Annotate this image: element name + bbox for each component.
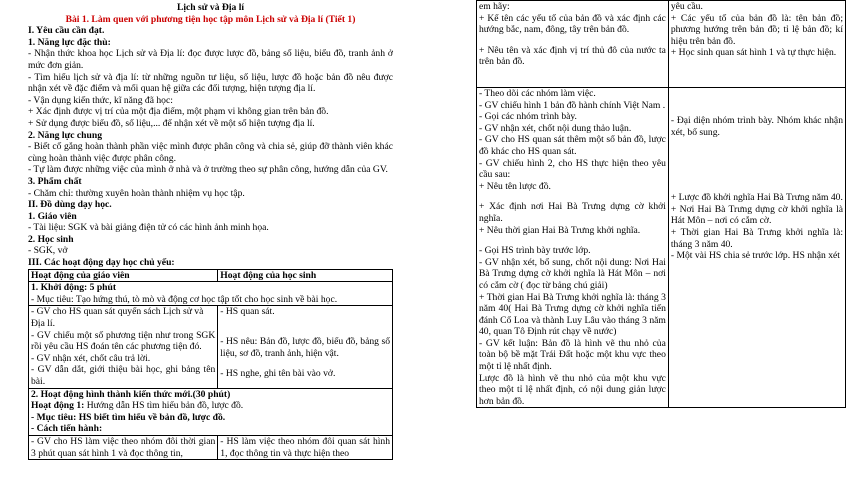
text-line: - GV cho HS quan sát quyển sách Lịch sử và Địa lí.	[31, 306, 204, 330]
text-line: + Thời gian Hai Bà Trưng khởi nghĩa là: tháng 3 năm 40( Hai Bà Trưng dựng cờ khởi nghĩa tiến đánh Cổ Loa và thành Luy Lâu vào tháng 3 năm 40, quan Tô Định rút chạy về nước)	[479, 291, 666, 338]
text-line: - Biết cố gắng hoàn thành phần việc mình được phân công và chia sẻ, giúp đỡ thành viên khác cùng hoàn thành việc được phân công.	[28, 141, 393, 164]
col-header-teacher: Hoạt động của giáo viên	[29, 269, 218, 282]
text-line: - Tìm hiểu lịch sử và địa lí: từ những nguồn tư liệu, số liệu, lược đồ hoặc bản đồ nêu được nhận xét về đặc điểm và mối quan hệ giữa các đối tượng, hiện tượng địa lí.	[28, 71, 393, 95]
formation-activity-label: Hoạt động 1:	[31, 400, 85, 412]
start-title: 1. Khởi động: 5 phút	[31, 282, 117, 294]
teacher-cell: - GV cho HS làm việc theo nhóm đôi thời gian 3 phút quan sát hình 1 và đọc thông tin,	[29, 435, 218, 459]
subsection-teacher: 1. Giáo viên	[28, 210, 77, 222]
teacher-cell	[477, 1, 669, 88]
section-requirements: I. Yêu cầu cần đạt.	[28, 25, 105, 37]
subsection-qualities: 3. Phẩm chất	[28, 175, 82, 187]
start-section-cell	[29, 282, 393, 306]
text-line: - GV chiếu hình 2, cho HS thực hiện theo yêu cầu sau:	[479, 157, 666, 181]
student-cell	[668, 88, 845, 408]
text-line: - Đại diện nhóm trình bày. Nhóm khác nhận xét, bổ sung.	[670, 115, 843, 138]
formation-section-cell	[29, 388, 393, 435]
text-line: + Xác định nơi Hai Bà Trưng dựng cờ khởi nghĩa.	[479, 201, 666, 224]
activity-table-continued	[476, 0, 846, 408]
text-line: - GV nhận xét, bổ sung, chốt nội dung: Nơi Hai Bà Trưng dựng cờ khởi nghĩa là Hát Môn – nơi có cắm cờ ( đọc từ bảng chú giải)	[479, 256, 666, 291]
text-line: - Gọi các nhóm trình bày.	[479, 111, 577, 123]
formation-activity	[31, 400, 390, 412]
student-cell: - HS làm việc theo nhóm đôi quan sát hình 1, đọc thông tin và thực hiện theo	[218, 435, 393, 459]
text-line: - GV chiếu hình 1 bản đồ hành chính Việt Nam .	[479, 99, 666, 111]
subsection-student: 2. Học sinh	[28, 233, 74, 245]
text-line: - SGK, vở	[28, 245, 68, 257]
text-line: + Nêu tên lược đồ.	[479, 180, 551, 192]
text-line: + Nơi Hai Bà Trưng dựng cờ khởi nghĩa là Hát Môn – nơi có cắm cờ.	[670, 203, 843, 227]
text-line: - GV kết luận: Bản đồ là hình vẽ thu nhỏ của toàn bộ bề mặt Trái Đất hoặc một khu vực theo một tỉ lệ nhất định.	[479, 337, 666, 373]
subsection-general-competence: 2. Năng lực chung	[28, 129, 102, 141]
text-line: + Các yếu tố của bản đồ là: tên bản đồ; phương hướng trên bản đồ; tỉ lệ bản đồ; kí hiệu trên bản đồ.	[670, 12, 843, 47]
start-goal: - Mục tiêu: Tạo hứng thú, tò mò và động cơ học tập tốt cho học sinh về bài học.	[31, 293, 338, 305]
student-cell	[218, 306, 393, 388]
text-line: + Kể tên các yếu tố của bản đồ và xác định các hướng bắc, nam, đông, tây trên bản đồ.	[479, 12, 666, 36]
text-line: + Học sinh quan sát hình 1 và tự thực hiện.	[670, 47, 837, 59]
text-line: + Thời gian Hai Bà Trưng khởi nghĩa là: tháng 3 năm 40.	[670, 226, 843, 250]
formation-method: - Cách tiến hành:	[31, 423, 103, 435]
text-line: + Lược đồ khởi nghĩa Hai Bà Trưng năm 40.	[670, 192, 843, 204]
subsection-specific-competence: 1. Năng lực đặc thù:	[28, 36, 111, 48]
text-line: - Vận dụng kiến thức, kĩ năng đã học:	[28, 94, 173, 106]
text-line: + Xác định được vị trí của một địa điểm, một phạm vi không gian trên bản đồ.	[28, 106, 329, 118]
text-line: - Gọi HS trình bày trước lớp.	[479, 245, 591, 257]
col-header-student: Hoạt động của học sinh	[218, 269, 393, 282]
text-line: + Nêu tên và xác định vị trí thủ đô của nước ta trên bản đồ.	[479, 44, 666, 68]
text-line: - HS nêu: Bản đồ, lược đồ, biểu đồ, bảng số liệu, sơ đồ, tranh ảnh, hiện vật.	[220, 336, 390, 359]
text-line: - GV cho HS quan sát thêm một số bản đồ, lược đồ khác cho HS quan sát.	[479, 134, 666, 157]
text-line: - Tài liệu: SGK và bài giảng điện tử có các hình ảnh minh họa.	[28, 222, 269, 234]
text-line: - GV nhận xét, chốt câu trả lời.	[31, 352, 151, 364]
activity-table	[28, 269, 393, 461]
text-line: - HS quan sát.	[220, 306, 275, 318]
subject-header: Lịch sử và Địa lí	[176, 2, 245, 13]
teacher-cell	[477, 88, 669, 408]
text-line: + Sử dụng được biểu đồ, số liệu,... để nhận xét về một số hiện tượng địa lí.	[28, 117, 315, 129]
student-cell	[668, 1, 845, 88]
lesson-title: Bài 1. Làm quen với phương tiện học tập môn Lịch sử và Địa lí (Tiết 1)	[65, 13, 356, 25]
formation-goal: - Mục tiêu: HS biết tìm hiểu về bản đồ, lược đồ.	[31, 411, 226, 423]
section-teaching-aids: II. Đồ dùng dạy học.	[28, 199, 112, 211]
text-line: - GV dẫn dắt, giới thiệu bài học, ghi bảng tên bài.	[31, 364, 216, 387]
text-line: - Tự làm được những việc của mình ở nhà và ở trường theo sự phân công, hướng dẫn của GV.	[28, 164, 388, 176]
formation-title: 2. Hoạt động hình thành kiến thức mới.(30 phút)	[31, 388, 231, 400]
text-line: Lược đồ là hình vẽ thu nhỏ của một khu vực theo một tỉ lệ nhất định, có nội dung giản lược hơn bản đồ.	[479, 372, 666, 407]
teacher-cell	[29, 306, 218, 388]
text-line: yêu cầu.	[670, 1, 703, 12]
left-page	[0, 0, 398, 495]
text-line: - GV chiếu một số phương tiện như trong SGK rồi yêu cầu HS đoán tên các phương tiện đó.	[31, 329, 216, 353]
text-line: - HS nghe, ghi tên bài vào vở.	[220, 368, 336, 380]
text-line: em hãy:	[479, 1, 510, 12]
text-line: - GV nhận xét, chốt nội dung thảo luận.	[479, 122, 632, 134]
section-activities: III. Các hoạt động dạy học chủ yếu:	[28, 257, 175, 269]
text-line: - Chăm chỉ: thường xuyên hoàn thành nhiệm vụ học tập.	[28, 187, 245, 199]
formation-activity-text: Hướng dẫn HS tìm hiểu bản đồ, lược đồ.	[84, 400, 244, 412]
right-page	[448, 0, 851, 495]
text-line: - Theo dõi các nhóm làm việc.	[479, 88, 596, 99]
text-line: - Một vài HS chia sẻ trước lớp. HS nhận xét	[670, 250, 840, 262]
text-line: - Nhận thức khoa học Lịch sử và Địa lí: đọc được lược đồ, bảng số liệu, biểu đồ, tranh ảnh ở mức đơn giản.	[28, 48, 393, 71]
text-line: + Nêu thời gian Hai Bà Trưng khởi nghĩa.	[479, 224, 641, 236]
